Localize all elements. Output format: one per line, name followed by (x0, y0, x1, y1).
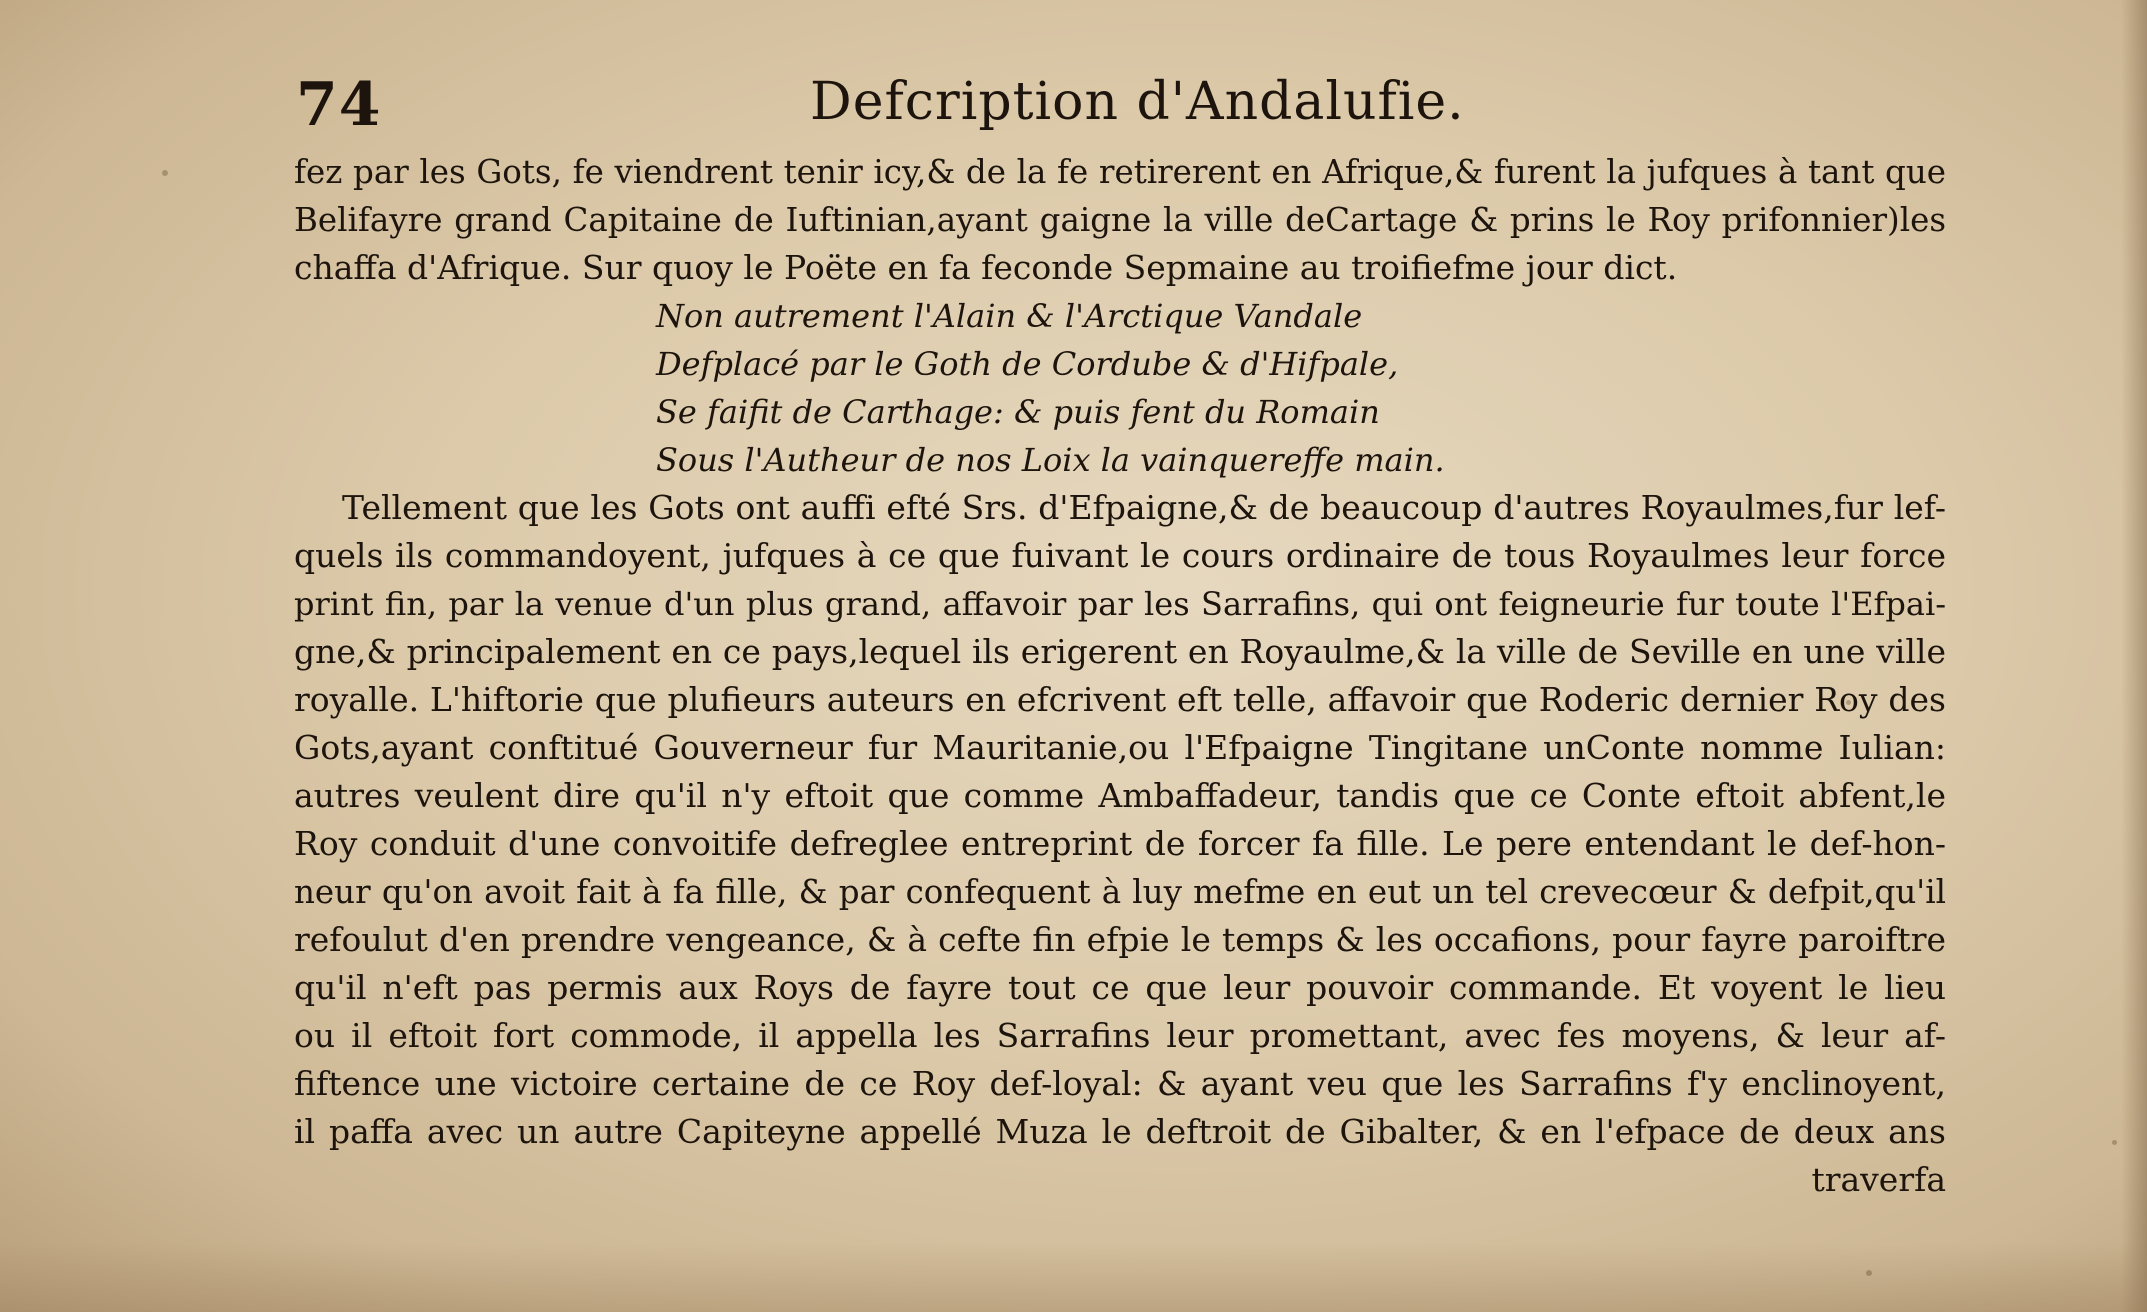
text-line: chaffa d'Afrique. Sur quoy le Poëte en fa feconde Sepmaine au troifiefme jour dict. (294, 248, 1678, 287)
verse-line: Non autrement l'Alain & l'Arctique Vandale (656, 297, 1363, 335)
text-line: Roy conduit d'une convoitife defreglee entreprint de forcer fa fille. Le pere entendant le def-hon- (294, 824, 1946, 863)
text-line: ou il eftoit fort commode, il appella les Sarrafins leur promettant, avec fes moyens, & leur af- (294, 1016, 1946, 1055)
text-line: quels ils commandoyent, jufques à ce que fuivant le cours ordinaire de tous Royaulmes leur force (294, 536, 1946, 575)
catchword: traverfa (1811, 1160, 1946, 1199)
text-line: fiftence une victoire certaine de ce Roy def-loyal: & ayant veu que les Sarrafins f'y enclinoyent, (294, 1064, 1946, 1103)
text-line: neur qu'on avoit fait à fa fille, & par confequent à luy mefme en eut un tel crevecœur & defpit,qu'il (294, 873, 1946, 911)
page-edge-shadow (2121, 0, 2147, 1312)
ink-spot (2112, 1140, 2117, 1145)
verse-line: Defplacé par le Goth de Cordube & d'Hifpale, (656, 345, 1399, 383)
text-line: fez par les Gots, fe viendrent tenir icy,& de la fe retirerent en Afrique,& furent la jufques à tant que (294, 153, 1946, 191)
page-bottom-shadow (0, 1242, 2147, 1312)
text-line: autres veulent dire qu'il n'y eftoit que comme Ambaffadeur, tandis que ce Conte eftoit abfent,le (294, 776, 1946, 815)
text-line: qu'il n'eft pas permis aux Roys de fayre tout ce que leur pouvoir commande. Et voyent le lieu (294, 968, 1946, 1007)
page-number: 74 (296, 70, 382, 140)
text-line: il paffa avec un autre Capiteyne appellé Muza le deftroit de Gibalter, & en l'efpace de deux ans (294, 1112, 1946, 1151)
text-line: royalle. L'hiftorie que plufieurs auteurs en efcrivent eft telle, affavoir que Roderic dernier Roy des (294, 680, 1946, 719)
verse-quotation (294, 292, 1946, 484)
verse-line: Sous l'Autheur de nos Loix la vainquereffe main. (656, 441, 1445, 479)
text-line: refoulut d'en prendre vengeance, & à cefte fin efpie le temps & les occafions, pour fayre paroiftre (294, 920, 1946, 959)
text-line: print fin, par la venue d'un plus grand, affavoir par les Sarrafins, qui ont feigneurie fur toute l'Efpai- (294, 585, 1946, 623)
verse-line: Se faifit de Carthage: & puis fent du Romain (656, 393, 1380, 431)
text-line: Gots,ayant conftitué Gouverneur fur Mauritanie,ou l'Efpaigne Tingitane unConte nomme Iulian: (294, 728, 1946, 767)
running-head: Defcription d'Andalufie. (810, 72, 1465, 132)
text-line: Tellement que les Gots ont auffi efté Srs. d'Efpaigne,& de beaucoup d'autres Royaulmes,fur lef- (342, 488, 1946, 527)
ink-spot (162, 170, 168, 176)
ink-spot (1866, 1270, 1872, 1276)
text-line: gne,& principalement en ce pays,lequel ils erigerent en Royaulme,& la ville de Seville en une ville (294, 632, 1946, 671)
text-line: Belifayre grand Capitaine de Iuftinian,ayant gaigne la ville deCartage & prins le Roy prifonnier)les (294, 201, 1946, 239)
text-block (294, 148, 1946, 1204)
